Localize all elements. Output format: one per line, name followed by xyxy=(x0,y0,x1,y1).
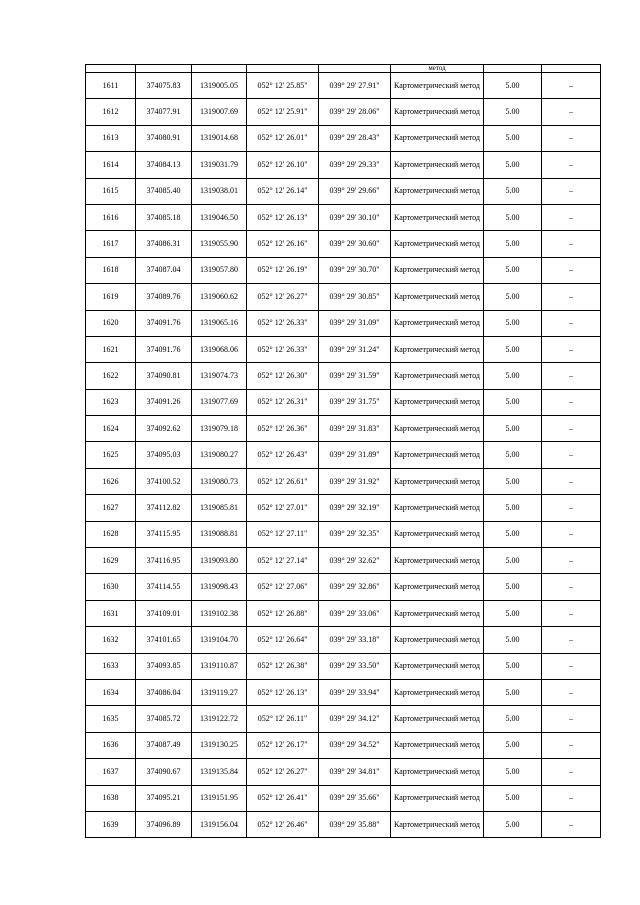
x-coordinate-cell: 374087.04 xyxy=(136,257,192,283)
accuracy-cell xyxy=(484,65,542,73)
accuracy-cell: 5.00 xyxy=(484,468,542,494)
longitude-cell: 039° 29' 33.18" xyxy=(319,627,391,653)
y-coordinate-cell: 1319031.79 xyxy=(192,152,247,178)
determination-method-cell: Картометрический метод xyxy=(391,336,484,362)
latitude-cell: 052° 12' 27.14" xyxy=(247,548,319,574)
accuracy-cell: 5.00 xyxy=(484,257,542,283)
note-cell: – xyxy=(542,231,601,257)
y-coordinate-cell xyxy=(192,65,247,73)
table-row xyxy=(86,231,601,257)
y-coordinate-cell: 1319057.80 xyxy=(192,257,247,283)
longitude-cell: 039° 29' 34.12" xyxy=(319,706,391,732)
note-cell xyxy=(542,65,601,73)
table-row xyxy=(86,811,601,837)
latitude-cell: 052° 12' 26.88" xyxy=(247,600,319,626)
table-row xyxy=(86,574,601,600)
x-coordinate-cell: 374086.31 xyxy=(136,231,192,257)
determination-method-cell: Картометрический метод xyxy=(391,73,484,99)
point-number-cell: 1614 xyxy=(86,152,136,178)
y-coordinate-cell: 1319156.04 xyxy=(192,811,247,837)
table-row xyxy=(86,495,601,521)
table-row xyxy=(86,152,601,178)
note-cell: – xyxy=(542,548,601,574)
latitude-cell: 052° 12' 25.85" xyxy=(247,73,319,99)
point-number-cell: 1624 xyxy=(86,416,136,442)
note-cell: – xyxy=(542,574,601,600)
note-cell: – xyxy=(542,389,601,415)
table-row xyxy=(86,363,601,389)
latitude-cell: 052° 12' 26.31" xyxy=(247,389,319,415)
point-number-cell: 1621 xyxy=(86,336,136,362)
note-cell: – xyxy=(542,732,601,758)
longitude-cell: 039° 29' 32.62" xyxy=(319,548,391,574)
point-number-cell: 1623 xyxy=(86,389,136,415)
point-number-cell: 1628 xyxy=(86,521,136,547)
table-body xyxy=(86,65,601,838)
longitude-cell: 039° 29' 31.59" xyxy=(319,363,391,389)
point-number-cell: 1627 xyxy=(86,495,136,521)
note-cell: – xyxy=(542,125,601,151)
x-coordinate-cell: 374112.82 xyxy=(136,495,192,521)
x-coordinate-cell: 374100.52 xyxy=(136,468,192,494)
latitude-cell: 052° 12' 26.61" xyxy=(247,468,319,494)
point-number-cell: 1625 xyxy=(86,442,136,468)
x-coordinate-cell: 374075.83 xyxy=(136,73,192,99)
point-number-cell: 1626 xyxy=(86,468,136,494)
note-cell: – xyxy=(542,442,601,468)
longitude-cell: 039° 29' 29.66" xyxy=(319,178,391,204)
y-coordinate-cell: 1319005.05 xyxy=(192,73,247,99)
latitude-cell: 052° 12' 26.46" xyxy=(247,811,319,837)
accuracy-cell: 5.00 xyxy=(484,99,542,125)
determination-method-cell: Картометрический метод xyxy=(391,284,484,310)
point-number-cell: 1616 xyxy=(86,204,136,230)
accuracy-cell: 5.00 xyxy=(484,706,542,732)
latitude-cell: 052° 12' 26.16" xyxy=(247,231,319,257)
longitude-cell: 039° 29' 30.85" xyxy=(319,284,391,310)
x-coordinate-cell: 374101.65 xyxy=(136,627,192,653)
latitude-cell: 052° 12' 26.13" xyxy=(247,204,319,230)
latitude-cell: 052° 12' 26.14" xyxy=(247,178,319,204)
point-number-cell: 1618 xyxy=(86,257,136,283)
point-number-cell: 1615 xyxy=(86,178,136,204)
point-number-cell: 1619 xyxy=(86,284,136,310)
note-cell: – xyxy=(542,152,601,178)
continuation-row xyxy=(86,65,601,73)
y-coordinate-cell: 1319119.27 xyxy=(192,679,247,705)
longitude-cell: 039° 29' 33.06" xyxy=(319,600,391,626)
table-row xyxy=(86,548,601,574)
point-number-cell: 1633 xyxy=(86,653,136,679)
latitude-cell: 052° 12' 26.27" xyxy=(247,759,319,785)
y-coordinate-cell: 1319110.87 xyxy=(192,653,247,679)
point-number-cell: 1613 xyxy=(86,125,136,151)
y-coordinate-cell: 1319079.18 xyxy=(192,416,247,442)
y-coordinate-cell: 1319046.50 xyxy=(192,204,247,230)
longitude-cell: 039° 29' 35.88" xyxy=(319,811,391,837)
longitude-cell: 039° 29' 31.24" xyxy=(319,336,391,362)
point-number-cell: 1630 xyxy=(86,574,136,600)
longitude-cell: 039° 29' 33.50" xyxy=(319,653,391,679)
longitude-cell: 039° 29' 34.81" xyxy=(319,759,391,785)
x-coordinate-cell: 374087.49 xyxy=(136,732,192,758)
y-coordinate-cell: 1319151.95 xyxy=(192,785,247,811)
latitude-cell: 052° 12' 27.06" xyxy=(247,574,319,600)
note-cell: – xyxy=(542,653,601,679)
note-cell: – xyxy=(542,178,601,204)
y-coordinate-cell: 1319068.06 xyxy=(192,336,247,362)
table-row xyxy=(86,204,601,230)
note-cell: – xyxy=(542,811,601,837)
accuracy-cell: 5.00 xyxy=(484,548,542,574)
table-row xyxy=(86,257,601,283)
x-coordinate-cell: 374084.13 xyxy=(136,152,192,178)
longitude-cell: 039° 29' 31.92" xyxy=(319,468,391,494)
point-number-cell: 1611 xyxy=(86,73,136,99)
point-number-cell: 1622 xyxy=(86,363,136,389)
x-coordinate-cell: 374114.55 xyxy=(136,574,192,600)
determination-method-cell: Картометрический метод xyxy=(391,389,484,415)
x-coordinate-cell: 374092.62 xyxy=(136,416,192,442)
y-coordinate-cell: 1319080.73 xyxy=(192,468,247,494)
accuracy-cell: 5.00 xyxy=(484,574,542,600)
latitude-cell: 052° 12' 26.10" xyxy=(247,152,319,178)
x-coordinate-cell: 374091.76 xyxy=(136,310,192,336)
determination-method-cell: Картометрический метод xyxy=(391,548,484,574)
determination-method-cell: Картометрический метод xyxy=(391,679,484,705)
x-coordinate-cell: 374091.76 xyxy=(136,336,192,362)
accuracy-cell: 5.00 xyxy=(484,416,542,442)
determination-method-cell: Картометрический метод xyxy=(391,732,484,758)
latitude-cell: 052° 12' 26.13" xyxy=(247,679,319,705)
table-row xyxy=(86,785,601,811)
accuracy-cell: 5.00 xyxy=(484,495,542,521)
note-cell: – xyxy=(542,706,601,732)
point-number-cell: 1637 xyxy=(86,759,136,785)
longitude-cell: 039° 29' 31.75" xyxy=(319,389,391,415)
latitude-cell: 052° 12' 27.11" xyxy=(247,521,319,547)
longitude-cell: 039° 29' 31.89" xyxy=(319,442,391,468)
table-row xyxy=(86,627,601,653)
y-coordinate-cell: 1319122.72 xyxy=(192,706,247,732)
determination-method-cell: Картометрический метод xyxy=(391,310,484,336)
latitude-cell: 052° 12' 26.41" xyxy=(247,785,319,811)
x-coordinate-cell: 374093.85 xyxy=(136,653,192,679)
y-coordinate-cell: 1319093.80 xyxy=(192,548,247,574)
x-coordinate-cell: 374095.21 xyxy=(136,785,192,811)
determination-method-cell: Картометрический метод xyxy=(391,653,484,679)
accuracy-cell: 5.00 xyxy=(484,811,542,837)
accuracy-cell: 5.00 xyxy=(484,521,542,547)
accuracy-cell: 5.00 xyxy=(484,363,542,389)
table-row xyxy=(86,679,601,705)
longitude-cell xyxy=(319,65,391,73)
longitude-cell: 039° 29' 35.66" xyxy=(319,785,391,811)
determination-method-cell: Картометрический метод xyxy=(391,416,484,442)
point-number-cell: 1638 xyxy=(86,785,136,811)
table-row xyxy=(86,389,601,415)
longitude-cell: 039° 29' 34.52" xyxy=(319,732,391,758)
accuracy-cell: 5.00 xyxy=(484,231,542,257)
accuracy-cell: 5.00 xyxy=(484,732,542,758)
longitude-cell: 039° 29' 28.43" xyxy=(319,125,391,151)
determination-method-cell: Картометрический метод xyxy=(391,521,484,547)
determination-method-cell: Картометрический метод xyxy=(391,811,484,837)
y-coordinate-cell: 1319077.69 xyxy=(192,389,247,415)
longitude-cell: 039° 29' 32.19" xyxy=(319,495,391,521)
latitude-cell xyxy=(247,65,319,73)
determination-method-cell: Картометрический метод xyxy=(391,257,484,283)
y-coordinate-cell: 1319098.43 xyxy=(192,574,247,600)
note-cell: – xyxy=(542,416,601,442)
latitude-cell: 052° 12' 26.17" xyxy=(247,732,319,758)
determination-method-cell: Картометрический метод xyxy=(391,125,484,151)
y-coordinate-cell: 1319014.68 xyxy=(192,125,247,151)
note-cell: – xyxy=(542,310,601,336)
x-coordinate-cell xyxy=(136,65,192,73)
determination-method-cell: Картометрический метод xyxy=(391,600,484,626)
table-row xyxy=(86,73,601,99)
latitude-cell: 052° 12' 26.64" xyxy=(247,627,319,653)
table-row xyxy=(86,178,601,204)
table-row xyxy=(86,706,601,732)
accuracy-cell: 5.00 xyxy=(484,679,542,705)
y-coordinate-cell: 1319085.81 xyxy=(192,495,247,521)
x-coordinate-cell: 374091.26 xyxy=(136,389,192,415)
note-cell: – xyxy=(542,785,601,811)
determination-method-cell: Картометрический метод xyxy=(391,785,484,811)
latitude-cell: 052° 12' 26.38" xyxy=(247,653,319,679)
note-cell: – xyxy=(542,600,601,626)
point-number-cell: 1617 xyxy=(86,231,136,257)
point-number-cell: 1634 xyxy=(86,679,136,705)
table-row xyxy=(86,125,601,151)
longitude-cell: 039° 29' 31.83" xyxy=(319,416,391,442)
accuracy-cell: 5.00 xyxy=(484,152,542,178)
y-coordinate-cell: 1319104.70 xyxy=(192,627,247,653)
accuracy-cell: 5.00 xyxy=(484,204,542,230)
note-cell: – xyxy=(542,99,601,125)
y-coordinate-cell: 1319007.69 xyxy=(192,99,247,125)
longitude-cell: 039° 29' 27.91" xyxy=(319,73,391,99)
point-number-cell: 1631 xyxy=(86,600,136,626)
coordinates-table xyxy=(85,64,601,838)
x-coordinate-cell: 374115.95 xyxy=(136,521,192,547)
note-cell: – xyxy=(542,73,601,99)
y-coordinate-cell: 1319038.01 xyxy=(192,178,247,204)
point-number-cell: 1629 xyxy=(86,548,136,574)
accuracy-cell: 5.00 xyxy=(484,310,542,336)
determination-method-cell: Картометрический метод xyxy=(391,178,484,204)
y-coordinate-cell: 1319060.62 xyxy=(192,284,247,310)
table-row xyxy=(86,99,601,125)
y-coordinate-cell: 1319055.90 xyxy=(192,231,247,257)
determination-method-cell: Картометрический метод xyxy=(391,363,484,389)
x-coordinate-cell: 374096.89 xyxy=(136,811,192,837)
note-cell: – xyxy=(542,336,601,362)
x-coordinate-cell: 374080.91 xyxy=(136,125,192,151)
table-row xyxy=(86,416,601,442)
longitude-cell: 039° 29' 30.10" xyxy=(319,204,391,230)
table-row xyxy=(86,468,601,494)
point-number-cell xyxy=(86,65,136,73)
note-cell: – xyxy=(542,627,601,653)
latitude-cell: 052° 12' 26.33" xyxy=(247,336,319,362)
x-coordinate-cell: 374090.67 xyxy=(136,759,192,785)
determination-method-cell: Картометрический метод xyxy=(391,574,484,600)
note-cell: – xyxy=(542,521,601,547)
longitude-cell: 039° 29' 32.35" xyxy=(319,521,391,547)
y-coordinate-cell: 1319080.27 xyxy=(192,442,247,468)
latitude-cell: 052° 12' 26.36" xyxy=(247,416,319,442)
x-coordinate-cell: 374085.40 xyxy=(136,178,192,204)
x-coordinate-cell: 374077.91 xyxy=(136,99,192,125)
y-coordinate-cell: 1319130.25 xyxy=(192,732,247,758)
accuracy-cell: 5.00 xyxy=(484,125,542,151)
longitude-cell: 039° 29' 30.70" xyxy=(319,257,391,283)
latitude-cell: 052° 12' 26.27" xyxy=(247,284,319,310)
note-cell: – xyxy=(542,759,601,785)
latitude-cell: 052° 12' 26.30" xyxy=(247,363,319,389)
accuracy-cell: 5.00 xyxy=(484,178,542,204)
y-coordinate-cell: 1319102.38 xyxy=(192,600,247,626)
note-cell: – xyxy=(542,284,601,310)
note-cell: – xyxy=(542,363,601,389)
x-coordinate-cell: 374085.72 xyxy=(136,706,192,732)
y-coordinate-cell: 1319135.84 xyxy=(192,759,247,785)
determination-method-cell: Картометрический метод xyxy=(391,468,484,494)
table-row xyxy=(86,732,601,758)
accuracy-cell: 5.00 xyxy=(484,442,542,468)
note-cell: – xyxy=(542,679,601,705)
determination-method-cell: Картометрический метод xyxy=(391,759,484,785)
latitude-cell: 052° 12' 26.19" xyxy=(247,257,319,283)
point-number-cell: 1639 xyxy=(86,811,136,837)
accuracy-cell: 5.00 xyxy=(484,73,542,99)
note-cell: – xyxy=(542,204,601,230)
table-row xyxy=(86,600,601,626)
longitude-cell: 039° 29' 32.86" xyxy=(319,574,391,600)
accuracy-cell: 5.00 xyxy=(484,627,542,653)
accuracy-cell: 5.00 xyxy=(484,785,542,811)
x-coordinate-cell: 374086.04 xyxy=(136,679,192,705)
note-cell: – xyxy=(542,495,601,521)
determination-method-cell: метод xyxy=(391,65,484,73)
latitude-cell: 052° 12' 26.01" xyxy=(247,125,319,151)
point-number-cell: 1632 xyxy=(86,627,136,653)
point-number-cell: 1612 xyxy=(86,99,136,125)
determination-method-cell: Картометрический метод xyxy=(391,152,484,178)
y-coordinate-cell: 1319074.73 xyxy=(192,363,247,389)
table-row xyxy=(86,653,601,679)
table-row xyxy=(86,310,601,336)
table-row xyxy=(86,336,601,362)
latitude-cell: 052° 12' 26.43" xyxy=(247,442,319,468)
x-coordinate-cell: 374095.03 xyxy=(136,442,192,468)
note-cell: – xyxy=(542,257,601,283)
x-coordinate-cell: 374089.76 xyxy=(136,284,192,310)
determination-method-cell: Картометрический метод xyxy=(391,627,484,653)
accuracy-cell: 5.00 xyxy=(484,759,542,785)
determination-method-cell: Картометрический метод xyxy=(391,706,484,732)
determination-method-cell: Картометрический метод xyxy=(391,495,484,521)
table-row xyxy=(86,284,601,310)
accuracy-cell: 5.00 xyxy=(484,600,542,626)
longitude-cell: 039° 29' 29.33" xyxy=(319,152,391,178)
longitude-cell: 039° 29' 30.60" xyxy=(319,231,391,257)
determination-method-cell: Картометрический метод xyxy=(391,204,484,230)
x-coordinate-cell: 374116.95 xyxy=(136,548,192,574)
table-row xyxy=(86,442,601,468)
latitude-cell: 052° 12' 27.01" xyxy=(247,495,319,521)
determination-method-cell: Картометрический метод xyxy=(391,99,484,125)
determination-method-cell: Картометрический метод xyxy=(391,442,484,468)
latitude-cell: 052° 12' 25.91" xyxy=(247,99,319,125)
y-coordinate-cell: 1319065.16 xyxy=(192,310,247,336)
point-number-cell: 1636 xyxy=(86,732,136,758)
table-row xyxy=(86,759,601,785)
latitude-cell: 052° 12' 26.33" xyxy=(247,310,319,336)
longitude-cell: 039° 29' 31.09" xyxy=(319,310,391,336)
accuracy-cell: 5.00 xyxy=(484,284,542,310)
point-number-cell: 1635 xyxy=(86,706,136,732)
latitude-cell: 052° 12' 26.11" xyxy=(247,706,319,732)
x-coordinate-cell: 374085.18 xyxy=(136,204,192,230)
accuracy-cell: 5.00 xyxy=(484,389,542,415)
point-number-cell: 1620 xyxy=(86,310,136,336)
table-row xyxy=(86,521,601,547)
x-coordinate-cell: 374109.01 xyxy=(136,600,192,626)
determination-method-cell: Картометрический метод xyxy=(391,231,484,257)
y-coordinate-cell: 1319088.81 xyxy=(192,521,247,547)
note-cell: – xyxy=(542,468,601,494)
x-coordinate-cell: 374090.81 xyxy=(136,363,192,389)
longitude-cell: 039° 29' 33.94" xyxy=(319,679,391,705)
accuracy-cell: 5.00 xyxy=(484,336,542,362)
longitude-cell: 039° 29' 28.06" xyxy=(319,99,391,125)
accuracy-cell: 5.00 xyxy=(484,653,542,679)
